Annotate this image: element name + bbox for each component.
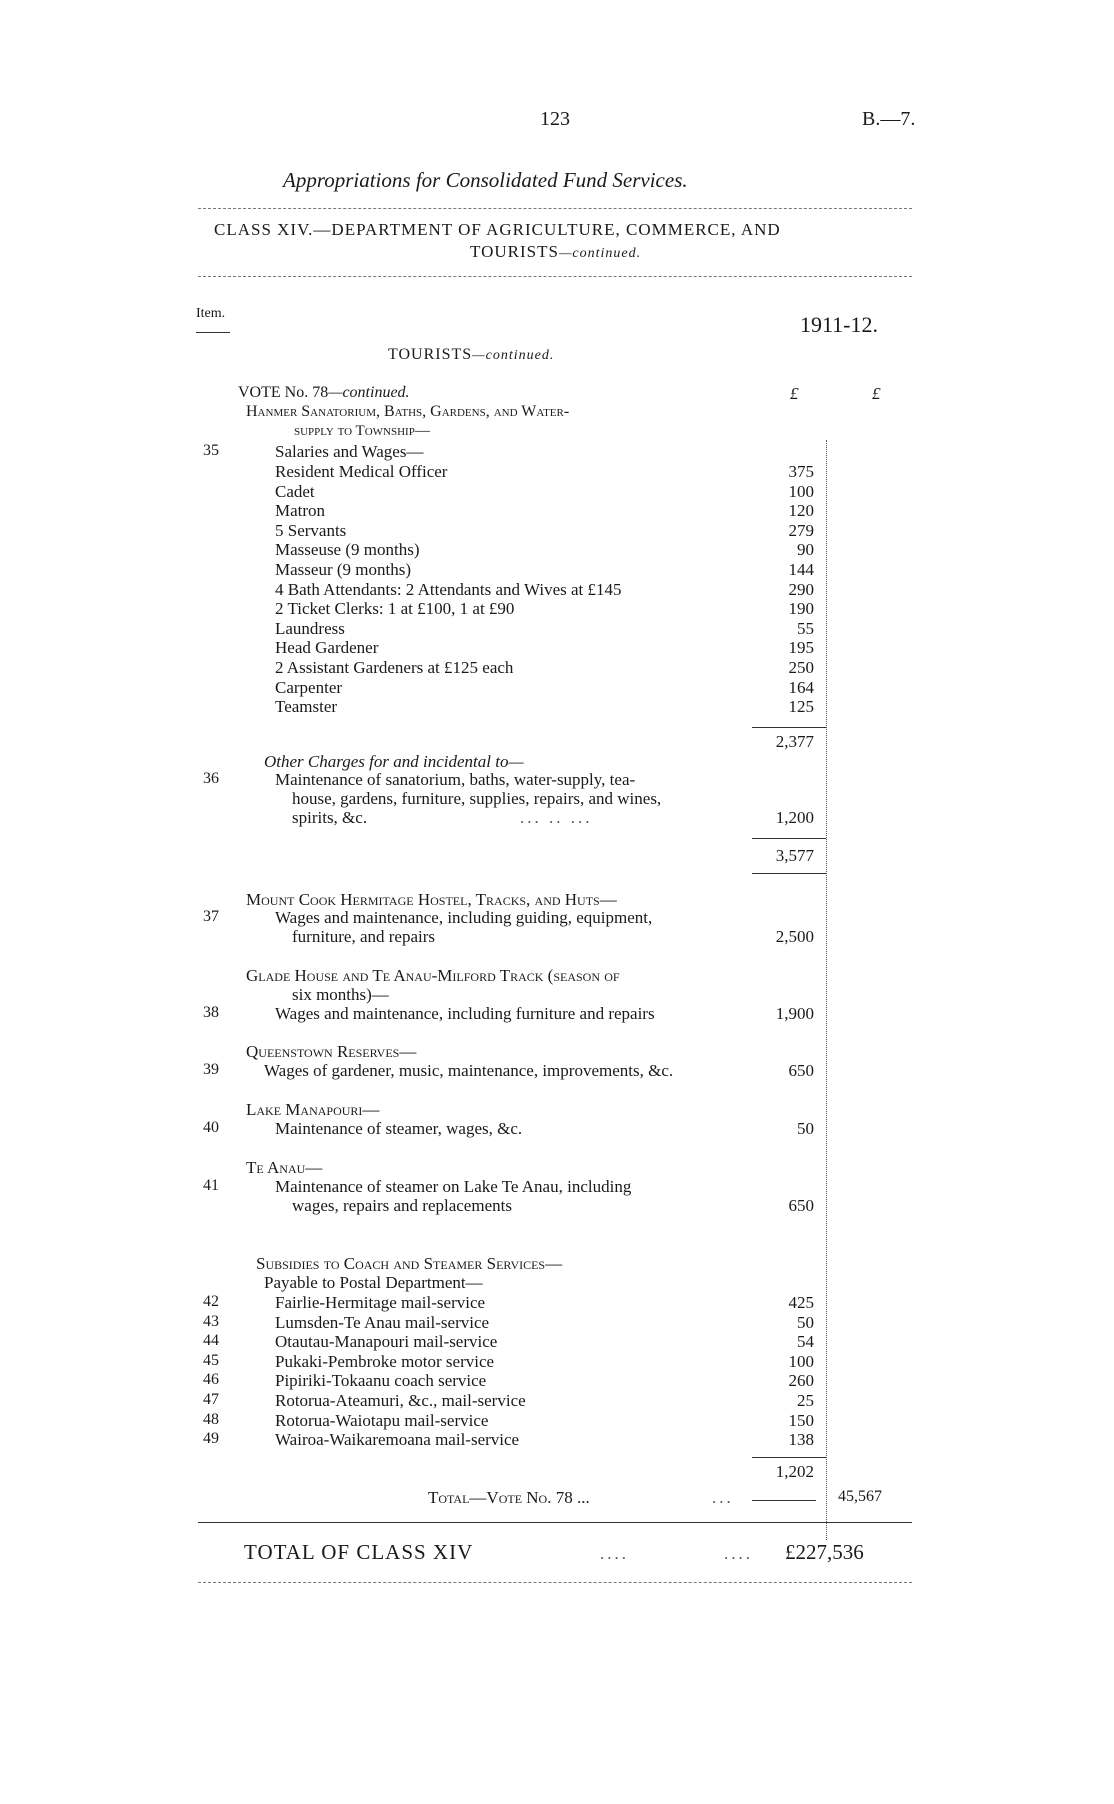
salaries-subtotal: 2,377 — [775, 732, 814, 751]
queenstown-heading: Queenstown Reserves— — [246, 1042, 417, 1061]
subsidies-subheading: Payable to Postal Department— — [264, 1273, 483, 1292]
subsidy-row-amount: 50 — [797, 1312, 814, 1332]
salary-row-amount: 125 — [788, 697, 814, 717]
vote-total-amount: 45,567 — [838, 1488, 882, 1505]
item-number-38: 38 — [203, 1004, 219, 1021]
currency-symbol-2: £ — [872, 384, 881, 403]
subsidy-row-label: Wairoa-Waikaremoana mail-service — [275, 1430, 520, 1450]
subsidy-row-amount: 54 — [797, 1332, 814, 1352]
glade-house-heading-line2: six months)— — [292, 985, 389, 1004]
salary-row-amount: 250 — [788, 658, 814, 677]
subsidies-heading: Subsidies to Coach and Steamer Services— — [256, 1254, 563, 1273]
glade-house-amount: 1,900 — [775, 1004, 814, 1023]
subsidy-item-number: 44 — [203, 1332, 219, 1350]
mount-cook-heading: Mount Cook Hermitage Hostel, Tracks, and Huts— — [246, 890, 617, 909]
salary-row-amount: 90 — [797, 540, 814, 560]
salary-row-label: Head Gardener — [275, 638, 379, 658]
salary-row-label: 2 Assistant Gardeners at £125 each — [275, 658, 514, 677]
salary-row-label: 2 Ticket Clerks: 1 at £100, 1 at £90 — [275, 599, 515, 619]
vote-heading — [238, 384, 410, 402]
other-charges-line3: spirits, &c. — [292, 808, 368, 827]
subsidy-item-number: 47 — [203, 1391, 219, 1408]
vote-total-dots: ... — [712, 1488, 734, 1507]
class-heading-continued: —continued. — [558, 246, 642, 261]
salary-row-amount: 279 — [788, 520, 814, 540]
class-heading-tourists: TOURISTS — [470, 242, 559, 261]
item-number-35: 35 — [203, 442, 219, 459]
salary-row-amount: 190 — [788, 599, 814, 619]
subsidy-row-label: Pukaki-Pembroke motor service — [275, 1351, 495, 1371]
other-charges-line2: house, gardens, furniture, supplies, repairs, and wines, — [292, 789, 662, 808]
section-heading-continued: —continued. — [472, 348, 555, 363]
salary-row-amount: 195 — [788, 638, 814, 658]
salary-row-label: 4 Bath Attendants: 2 Attendants and Wives at £145 — [275, 579, 622, 599]
class-total-dots-2: .... — [724, 1544, 753, 1563]
vote-continued: —continued. — [328, 384, 410, 401]
section-heading — [388, 346, 554, 364]
te-anau-line1: Maintenance of steamer on Lake Te Anau, including — [275, 1177, 632, 1196]
queenstown-amount: 650 — [788, 1061, 814, 1080]
salary-row-label: Teamster — [275, 697, 338, 717]
subsidy-row-amount: 150 — [788, 1410, 814, 1430]
class-total-dots-1: .... — [600, 1544, 629, 1563]
salary-row-amount: 120 — [788, 501, 814, 521]
mount-cook-line1: Wages and maintenance, including guiding, equipment, — [275, 908, 653, 927]
other-charges-amount: 1,200 — [775, 808, 814, 827]
subsidy-row-label: Otautau-Manapouri mail-service — [275, 1332, 498, 1352]
glade-house-heading: Glade House and Te Anau-Milford Track (season of — [246, 966, 620, 985]
subsidy-item-number: 48 — [203, 1410, 219, 1428]
salary-row-amount: 55 — [797, 618, 814, 638]
subsidy-item-number: 49 — [203, 1430, 219, 1448]
subsidy-row-label: Rotorua-Ateamuri, &c., mail-service — [275, 1391, 526, 1410]
year-heading: 1911-12. — [800, 312, 879, 337]
class-total-amount: £227,536 — [785, 1540, 864, 1564]
item-number-39: 39 — [203, 1061, 219, 1078]
te-anau-heading: Te Anau— — [246, 1158, 323, 1177]
vote-label: VOTE No. 78 — [238, 384, 329, 401]
subsidies-subtotal: 1,202 — [775, 1462, 814, 1481]
glade-house-line1: Wages and maintenance, including furniture and repairs — [275, 1004, 655, 1023]
subsidy-row-amount: 25 — [797, 1391, 814, 1410]
mount-cook-amount: 2,500 — [775, 927, 814, 946]
subsidy-row-amount: 138 — [788, 1430, 814, 1450]
salary-row-label: Carpenter — [275, 677, 343, 697]
item-number-37: 37 — [203, 908, 219, 925]
te-anau-line2: wages, repairs and replacements — [292, 1196, 512, 1215]
document-reference: B.—7. — [862, 108, 916, 130]
class-heading-line2 — [470, 242, 641, 262]
item-number-41: 41 — [203, 1177, 219, 1194]
subsidy-item-number: 42 — [203, 1293, 219, 1310]
te-anau-amount: 650 — [788, 1196, 814, 1215]
subsidy-item-number: 46 — [203, 1371, 219, 1389]
manapouri-line1: Maintenance of steamer, wages, &c. — [275, 1119, 523, 1138]
subsidy-row-label: Pipiriki-Tokaanu coach service — [275, 1371, 487, 1391]
salary-row-amount: 100 — [788, 481, 814, 501]
class-heading: CLASS XIV.—DEPARTMENT OF AGRICULTURE, COMMERCE, AND — [214, 220, 781, 239]
page-number: 123 — [540, 108, 570, 130]
subsidy-item-number: 43 — [203, 1312, 219, 1330]
subsidy-row-label: Rotorua-Waiotapu mail-service — [275, 1410, 489, 1430]
item-number-40: 40 — [203, 1119, 219, 1136]
salary-row-label: Cadet — [275, 481, 315, 501]
hanmer-total: 3,577 — [775, 846, 814, 865]
salary-row-amount: 290 — [788, 579, 814, 599]
salary-row-label: Matron — [275, 501, 326, 521]
section-heading-label: TOURISTS — [388, 346, 473, 363]
salary-row-amount: 164 — [788, 677, 814, 697]
other-charges-heading: Other Charges for and incidental to— — [264, 752, 524, 771]
leader-dots: ... .. ... — [520, 808, 593, 827]
page-title: Appropriations for Consolidated Fund Services. — [283, 168, 688, 192]
mount-cook-line2: furniture, and repairs — [292, 927, 436, 946]
item-number-36: 36 — [203, 770, 219, 787]
subsidy-row-amount: 260 — [788, 1371, 814, 1391]
salaries-subheading: Salaries and Wages— — [275, 442, 424, 461]
hanmer-heading: Hanmer Sanatorium, Baths, Gardens, and Water- — [246, 403, 570, 420]
other-charges-line1: Maintenance of sanatorium, baths, water-supply, tea- — [275, 770, 636, 789]
manapouri-amount: 50 — [797, 1119, 814, 1138]
salary-row-label: Masseur (9 months) — [275, 560, 411, 579]
salary-row-label: Resident Medical Officer — [275, 462, 448, 481]
vote-total-label: Total—Vote No. 78 ... — [428, 1488, 590, 1507]
salary-row-amount: 144 — [788, 560, 814, 579]
salary-row-label: Laundress — [275, 618, 345, 638]
class-total-label: TOTAL OF CLASS XIV — [244, 1540, 474, 1564]
salary-row-label: Masseuse (9 months) — [275, 540, 420, 560]
subsidy-row-label: Lumsden-Te Anau mail-service — [275, 1312, 490, 1332]
subsidy-row-amount: 425 — [788, 1293, 814, 1312]
subsidy-item-number: 45 — [203, 1351, 219, 1369]
subsidy-row-label: Fairlie-Hermitage mail-service — [275, 1293, 486, 1312]
salary-row-label: 5 Servants — [275, 520, 347, 540]
salary-row-amount: 375 — [788, 462, 814, 481]
queenstown-line1: Wages of gardener, music, maintenance, improvements, &c. — [264, 1061, 674, 1080]
hanmer-heading-line2: supply to Township— — [294, 423, 430, 439]
subsidy-row-amount: 100 — [788, 1351, 814, 1371]
manapouri-heading: Lake Manapouri— — [246, 1100, 380, 1119]
item-column-heading: Item. — [196, 306, 226, 321]
currency-symbol-1: £ — [790, 384, 799, 403]
